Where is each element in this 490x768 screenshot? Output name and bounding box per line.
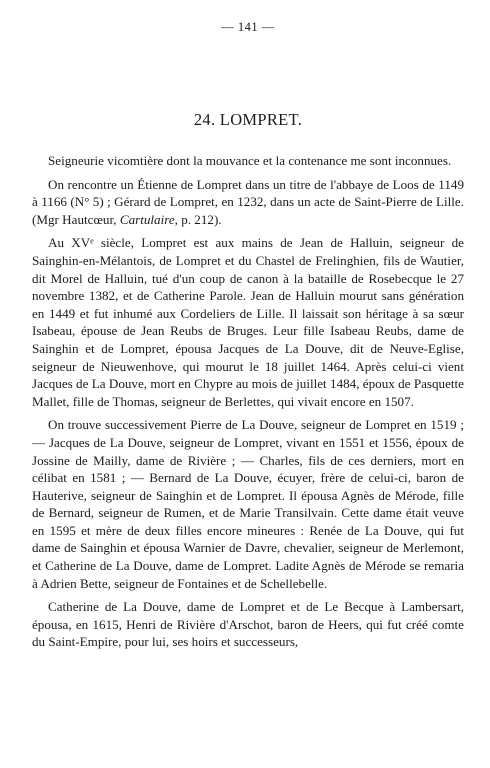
paragraph-xv-siecle: Au XVᵉ siècle, Lompret est aux mains de Jean de Halluin, seigneur de Sainghin-en-Mélantois, de Lompret et du Chastel de Frelinghien, fils de Wautier, dit Morel de Halluin, tué d'un coup de canon à la bataille de Rosebecque le 27 novembre 1382, et de Catherine Parole. Jean de Halluin mourut sans génération en 1449 et fut inhumé aux Cordeliers de Lille. Il laissait son héritage à sa sœur Isabeau, épouse de Jean Reubs de Bruges. Leur fille Isabeau Reubs, dame de Sainghin et de Lompret, épousa Jacques de La Douve, dit de Neuve-Eglise, seigneur de Nieuwenhove, qui mourut le 18 juillet 1464. Après celui-ci vient Jacques de La Douve, mort en Chypre au mois de juillet 1484, époux de Pasquette Mallet, fille de Thomas, seigneur de Berlettes, qui vivait encore en 1507. <box>32 235 464 409</box>
cartulaire-title: Cartulaire <box>119 211 175 227</box>
document-page <box>32 0 464 768</box>
page-number: — 141 — <box>221 20 275 34</box>
paragraph-etienne <box>32 176 464 229</box>
paragraph-etienne-text: On rencontre un Étienne de Lompret dans un titre de l'abbaye de Loos de 1149 à 1166 (N° 5) ; Gérard de Lompret, en 1232, dans un acte de Saint-Pierre de Lille. (Mgr Hautcœur, <box>32 176 464 227</box>
section-title: 24. LOMPRET. <box>193 110 303 129</box>
paragraph-catherine: Catherine de La Douve, dame de Lompret et de Le Becque à Lambersart, épousa, en 1615, Henri de Rivière d'Arschot, baron de Heers, qui fut créé comte du Saint-Empire, pour lui, ses hoirs et successeurs, <box>32 599 464 650</box>
body-text <box>32 152 464 651</box>
paragraph-seigneurie: Seigneurie vicomtière dont la mouvance et la contenance me sont inconnues. <box>48 153 452 168</box>
paragraph-etienne-end: , p. 212). <box>174 211 222 227</box>
paragraph-successivement: On trouve successivement Pierre de La Douve, seigneur de Lompret en 1519 ; — Jacques de La Douve, seigneur de Lompret, vivant en 1551 et 1556, époux de Jossine de Mailly, dame de Rivière ; — Charles, fils de ces derniers, mort en célibat en 1581 ; — Bernard de La Douve, écuyer, frère de celui-ci, baron de Hauterive, seigneur de Sainghin et de Lompret. Il épousa Agnès de Mérode, fille de Bernard, seigneur de Rumen, et de Marie Transilvain. Cette dame était veuve en 1595 et mère de deux filles encore mineures : Renée de La Douve, qui fut dame de Sainghin et épousa Warnier de Davre, chevalier, seigneur de Merlemont, et Catherine de La Douve, dame de Lompret. Ladite Agnès de Mérode se remaria à Adrien Bette, seigneur de Fontaines et de Schellebelle. <box>32 417 464 591</box>
